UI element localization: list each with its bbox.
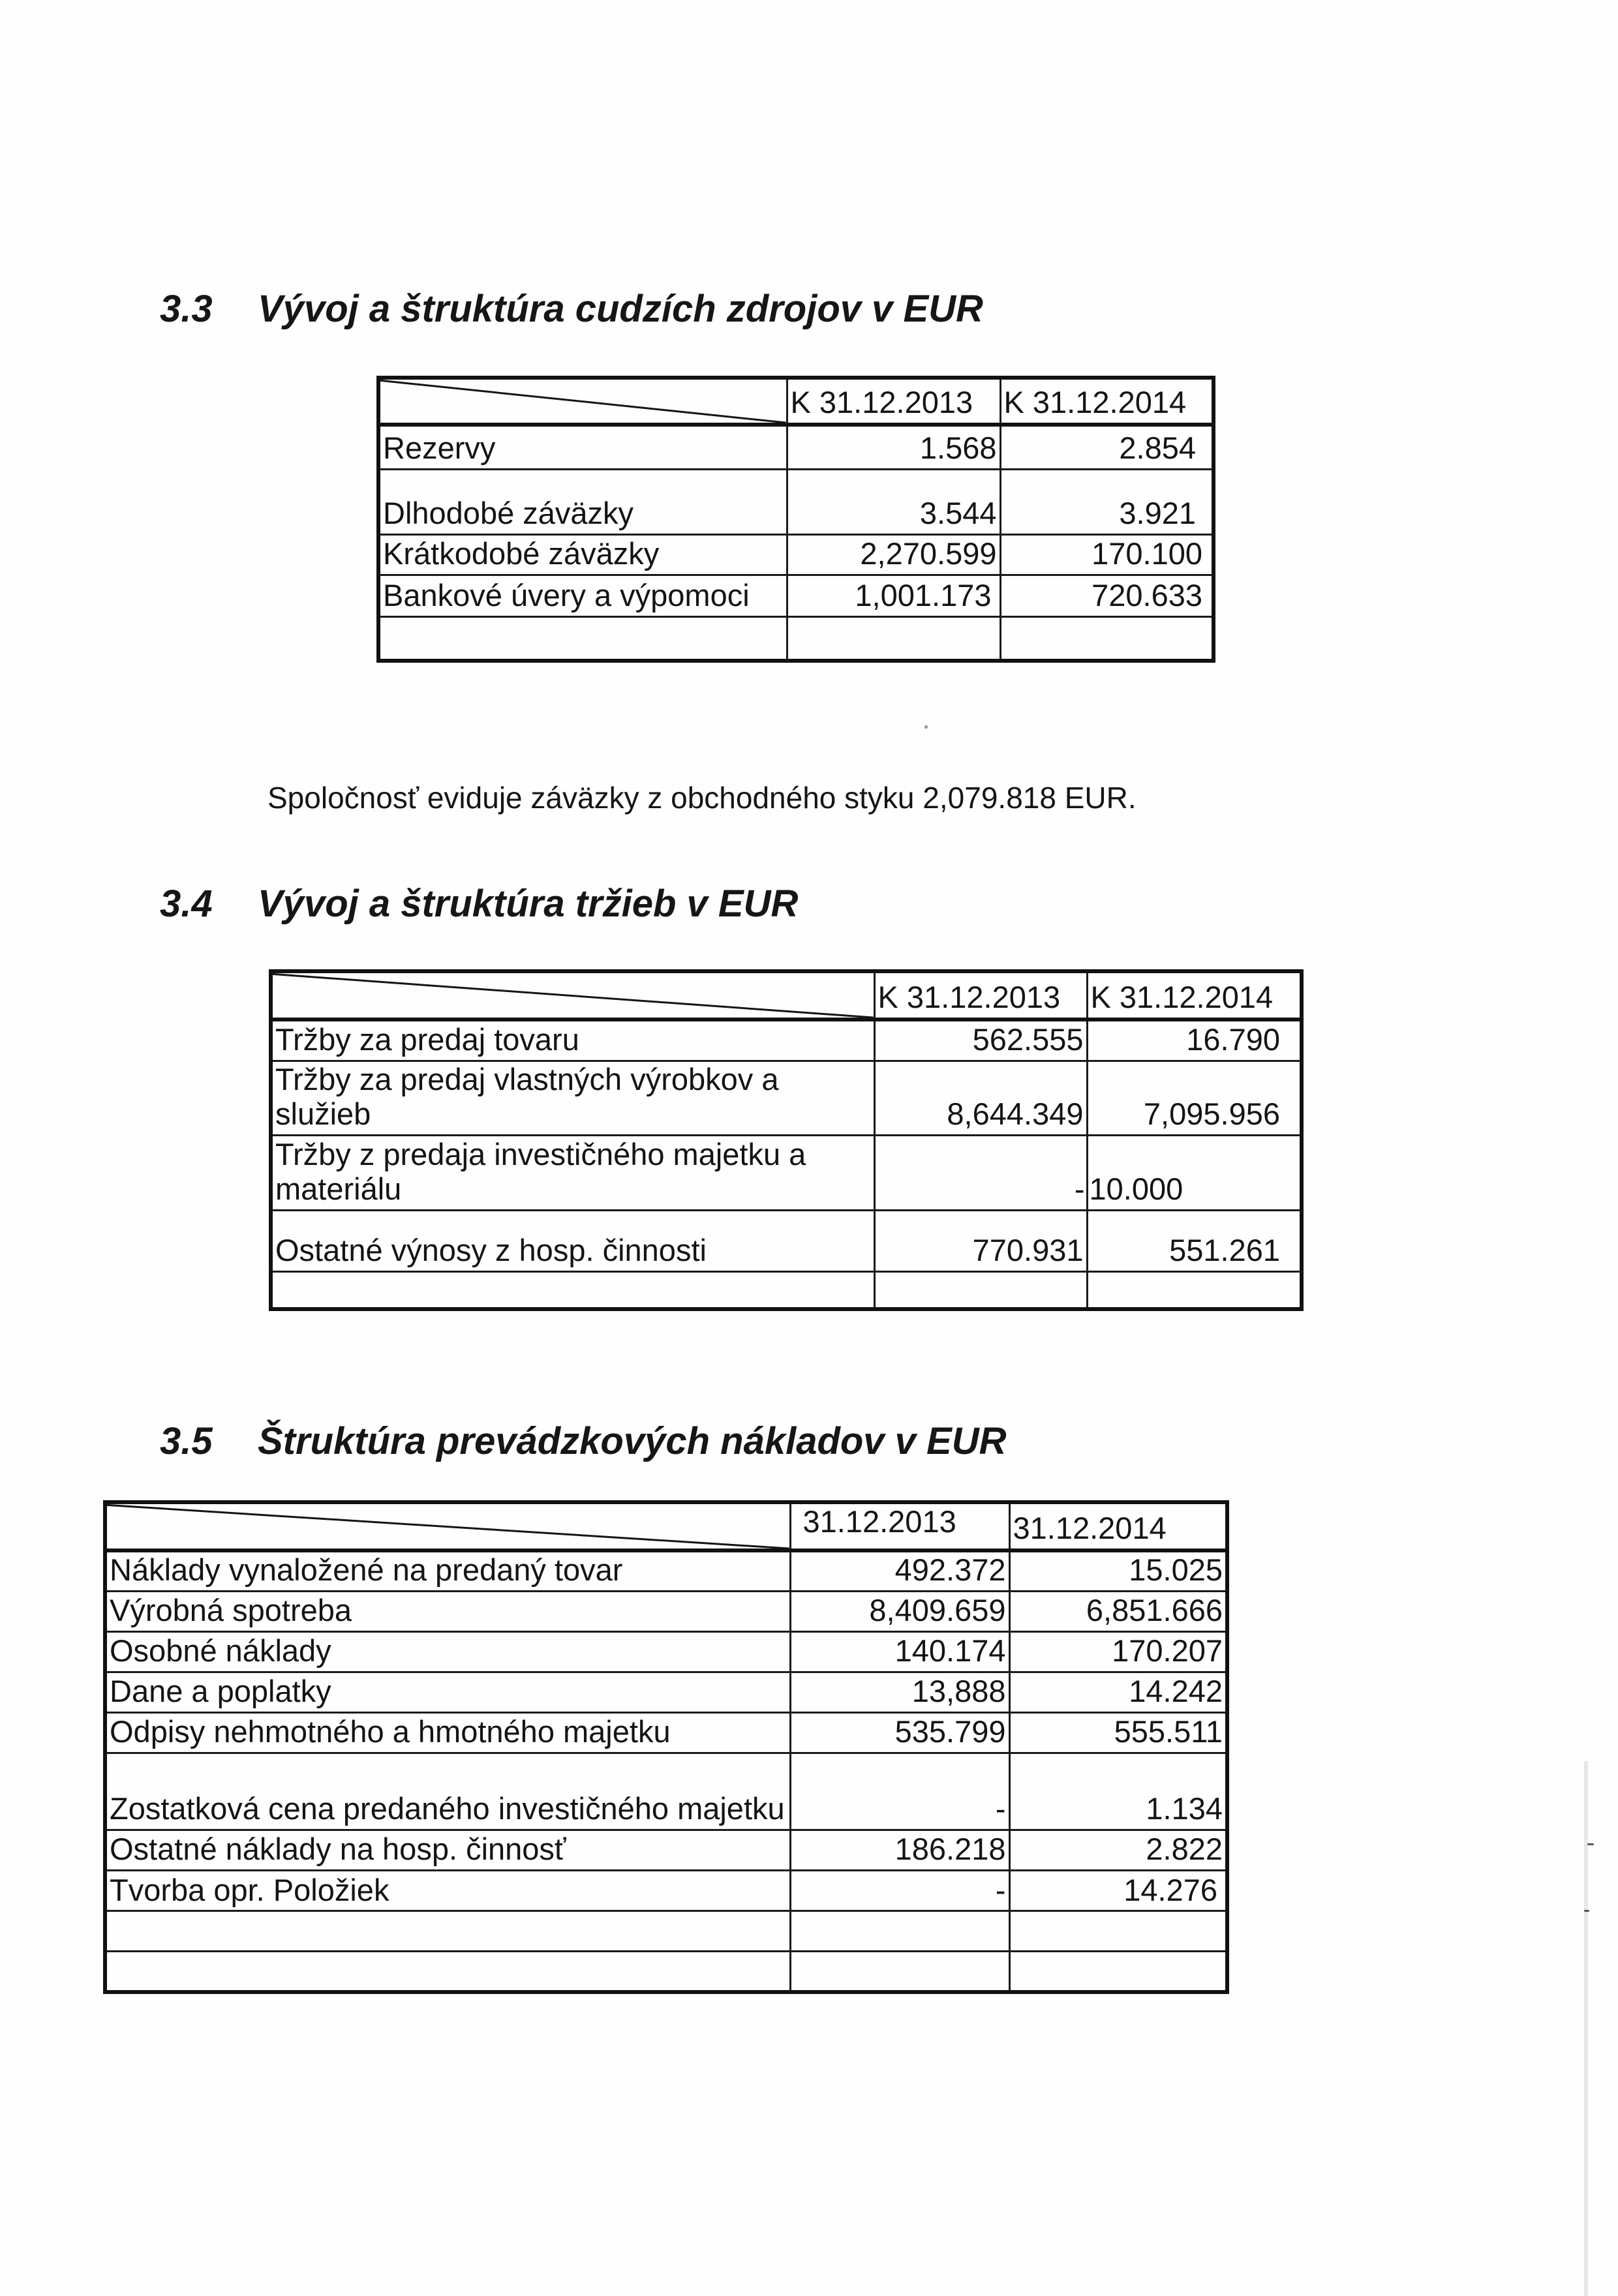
- row-label: Ostatné výnosy z hosp. činnosti: [271, 1210, 874, 1271]
- row-label: Zostatková cena predaného investičného majetku: [105, 1753, 790, 1830]
- value-2014: 16.790: [1087, 1020, 1302, 1061]
- liabilities-table: [376, 376, 1215, 663]
- scan-edge-artifact: [1584, 1761, 1588, 2296]
- value-2013: [787, 616, 1000, 661]
- section-title: Vývoj a štruktúra cudzích zdrojov v EUR: [258, 288, 983, 330]
- value-2014: [1009, 1952, 1227, 1992]
- table-row-empty: [105, 1952, 1227, 1992]
- value-2013: 8,644.349: [874, 1061, 1087, 1135]
- value-2014: 3.921: [1000, 469, 1214, 534]
- row-label: Výrobná spotreba: [105, 1591, 790, 1631]
- table-header-row: [378, 378, 1214, 425]
- column-header-2014: K 31.12.2014: [1000, 378, 1214, 425]
- row-label: [271, 1271, 874, 1309]
- operating-costs-table: [103, 1500, 1229, 1994]
- value-2013: [874, 1271, 1087, 1309]
- table-row: [105, 1870, 1227, 1911]
- table-row: [378, 575, 1214, 616]
- scan-speck: [1587, 1843, 1594, 1845]
- row-label: Tržby za predaj vlastných výrobkov a služieb: [271, 1061, 874, 1135]
- value-2013: 2,270.599: [787, 534, 1000, 575]
- value-2014: 15.025: [1009, 1550, 1227, 1591]
- revenues-table: [269, 969, 1304, 1311]
- column-header-2013: K 31.12.2013: [787, 378, 1000, 425]
- value-2013: 13,888: [790, 1672, 1009, 1712]
- row-label: [378, 616, 787, 661]
- value-2013: [790, 1952, 1009, 1992]
- table-header-row: [271, 971, 1302, 1020]
- row-label: Dlhodobé záväzky: [378, 469, 787, 534]
- value-2014: 2.822: [1009, 1830, 1227, 1870]
- table-row: [271, 1020, 1302, 1061]
- value-2014: 170.100: [1000, 534, 1214, 575]
- scan-speck: [1584, 1910, 1589, 1912]
- table-row: [105, 1672, 1227, 1712]
- value-2014: 14.276: [1009, 1870, 1227, 1911]
- diagonal-corner-cell: [271, 971, 874, 1020]
- value-2013: 770.931: [874, 1210, 1087, 1271]
- table-row: [271, 1210, 1302, 1271]
- table-row: [378, 425, 1214, 469]
- row-label: Tržby z predaja investičného majetku a materiálu: [271, 1135, 874, 1210]
- diagonal-corner-cell: [378, 378, 787, 425]
- value-2014: [1087, 1271, 1302, 1309]
- value-2014: 555.511: [1009, 1712, 1227, 1753]
- row-label: Rezervy: [378, 425, 787, 469]
- value-2014: 2.854: [1000, 425, 1214, 469]
- value-2014: 10.000: [1087, 1135, 1302, 1210]
- row-label: Tržby za predaj tovaru: [271, 1020, 874, 1061]
- row-label: Ostatné náklady na hosp. činnosť: [105, 1830, 790, 1870]
- table-row: [378, 534, 1214, 575]
- value-2013: 140.174: [790, 1631, 1009, 1672]
- value-2013: 8,409.659: [790, 1591, 1009, 1631]
- value-2013: -: [790, 1870, 1009, 1911]
- value-2014: [1009, 1911, 1227, 1952]
- value-2013: 1,001.173: [787, 575, 1000, 616]
- table-row: [378, 469, 1214, 534]
- value-2013: 492.372: [790, 1550, 1009, 1591]
- column-header-2014: K 31.12.2014: [1087, 971, 1302, 1020]
- diagonal-corner-cell: [105, 1502, 790, 1550]
- row-label: Tvorba opr. Položiek: [105, 1870, 790, 1911]
- section-number: 3.5: [160, 1420, 213, 1462]
- row-label: [105, 1911, 790, 1952]
- table-header-row: [105, 1502, 1227, 1550]
- table-row: [271, 1061, 1302, 1135]
- column-header-2013: K 31.12.2013: [874, 971, 1087, 1020]
- section-title: Štruktúra prevádzkových nákladov v EUR: [258, 1420, 1007, 1462]
- row-label: Dane a poplatky: [105, 1672, 790, 1712]
- value-2013: -: [874, 1135, 1087, 1210]
- value-2013: 535.799: [790, 1712, 1009, 1753]
- value-2013: -: [790, 1753, 1009, 1830]
- row-label: [105, 1952, 790, 1992]
- value-2013: 1.568: [787, 425, 1000, 469]
- value-2014: 7,095.956: [1087, 1061, 1302, 1135]
- column-header-2013: 31.12.2013: [790, 1502, 1009, 1550]
- table-row-empty: [105, 1911, 1227, 1952]
- value-2013: 562.555: [874, 1020, 1087, 1061]
- row-label: Náklady vynaložené na predaný tovar: [105, 1550, 790, 1591]
- column-header-2014: 31.12.2014: [1009, 1502, 1227, 1550]
- value-2014: [1000, 616, 1214, 661]
- row-label: Krátkodobé záväzky: [378, 534, 787, 575]
- table-row: [105, 1712, 1227, 1753]
- value-2014: 6,851.666: [1009, 1591, 1227, 1631]
- row-label: Bankové úvery a výpomoci: [378, 575, 787, 616]
- value-2014: 170.207: [1009, 1631, 1227, 1672]
- row-label: Odpisy nehmotného a hmotného majetku: [105, 1712, 790, 1753]
- table-row-empty: [378, 616, 1214, 661]
- row-label: Osobné náklady: [105, 1631, 790, 1672]
- table-row: [105, 1830, 1227, 1870]
- table-row: [105, 1631, 1227, 1672]
- trade-payables-note: Spoločnosť eviduje záväzky z obchodného styku 2,079.818 EUR.: [267, 781, 1137, 815]
- section-title: Vývoj a štruktúra tržieb v EUR: [258, 883, 799, 925]
- table-row: [105, 1591, 1227, 1631]
- table-row: [105, 1550, 1227, 1591]
- value-2013: 186.218: [790, 1830, 1009, 1870]
- value-2014: 720.633: [1000, 575, 1214, 616]
- section-number: 3.4: [160, 883, 213, 925]
- value-2013: [790, 1911, 1009, 1952]
- value-2014: 14.242: [1009, 1672, 1227, 1712]
- value-2014: 551.261: [1087, 1210, 1302, 1271]
- table-row: [271, 1135, 1302, 1210]
- table-row-empty: [271, 1271, 1302, 1309]
- scan-speck: [924, 725, 928, 729]
- table-row: [105, 1753, 1227, 1830]
- value-2013: 3.544: [787, 469, 1000, 534]
- value-2014: 1.134: [1009, 1753, 1227, 1830]
- section-number: 3.3: [160, 288, 213, 330]
